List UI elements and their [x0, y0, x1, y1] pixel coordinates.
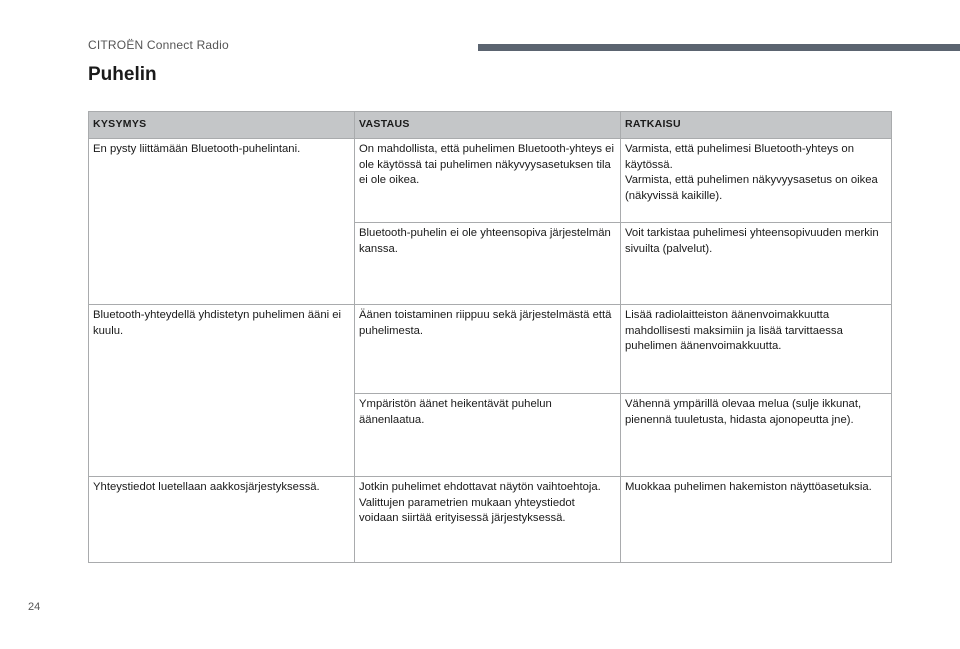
- solution-line: Varmista, että puhelimesi Bluetooth-yhteys on käytössä.: [625, 143, 854, 171]
- table-row: [89, 477, 892, 563]
- answer-cell: Ympäristön äänet heikentävät puhelun äänenlaatua.: [355, 394, 621, 477]
- question-cell: Bluetooth-yhteydellä yhdistetyn puhelimen ääni ei kuulu.: [89, 305, 355, 477]
- question-cell: Yhteystiedot luetellaan aakkosjärjestyksessä.: [89, 477, 355, 563]
- header-decorative-bar: [478, 44, 960, 51]
- table-row: [89, 139, 892, 223]
- answer-cell: Jotkin puhelimet ehdottavat näytön vaihtoehtoja. Valittujen parametrien mukaan yhteystiedot voidaan siirtää erityisessä järjestyksessä.: [355, 477, 621, 563]
- manual-header-title: CITROËN Connect Radio: [88, 38, 229, 52]
- solution-cell: Vähennä ympärillä olevaa melua (sulje ikkunat, pienennä tuuletusta, hidasta ajonopeutta jne).: [621, 394, 892, 477]
- troubleshooting-table: [88, 111, 892, 563]
- solution-cell: Voit tarkistaa puhelimesi yhteensopivuuden merkin sivuilta (palvelut).: [621, 223, 892, 305]
- solution-line: Varmista, että puhelimen näkyvyysasetus on oikea (näkyvissä kaikille).: [625, 174, 878, 202]
- page-number: 24: [28, 601, 41, 613]
- table-row: [89, 305, 892, 394]
- question-cell: En pysty liittämään Bluetooth-puhelintani.: [89, 139, 355, 305]
- answer-cell: Bluetooth-puhelin ei ole yhteensopiva järjestelmän kanssa.: [355, 223, 621, 305]
- answer-cell: On mahdollista, että puhelimen Bluetooth-yhteys ei ole käytössä tai puhelimen näkyvyysasetuksen tila ei ole oikea.: [355, 139, 621, 223]
- table-header-row: [89, 112, 892, 139]
- solution-cell: Muokkaa puhelimen hakemiston näyttöasetuksia.: [621, 477, 892, 563]
- column-header-answer: VASTAUS: [355, 112, 621, 139]
- column-header-question: KYSYMYS: [89, 112, 355, 139]
- solution-cell: Lisää radiolaitteiston äänenvoimakkuutta mahdollisesti maksimiin ja lisää tarvittaessa puhelimen äänenvoimakkuutta.: [621, 305, 892, 394]
- answer-cell: Äänen toistaminen riippuu sekä järjestelmästä että puhelimesta.: [355, 305, 621, 394]
- column-header-solution: RATKAISU: [621, 112, 892, 139]
- section-title: Puhelin: [88, 64, 157, 85]
- solution-cell: [621, 139, 892, 223]
